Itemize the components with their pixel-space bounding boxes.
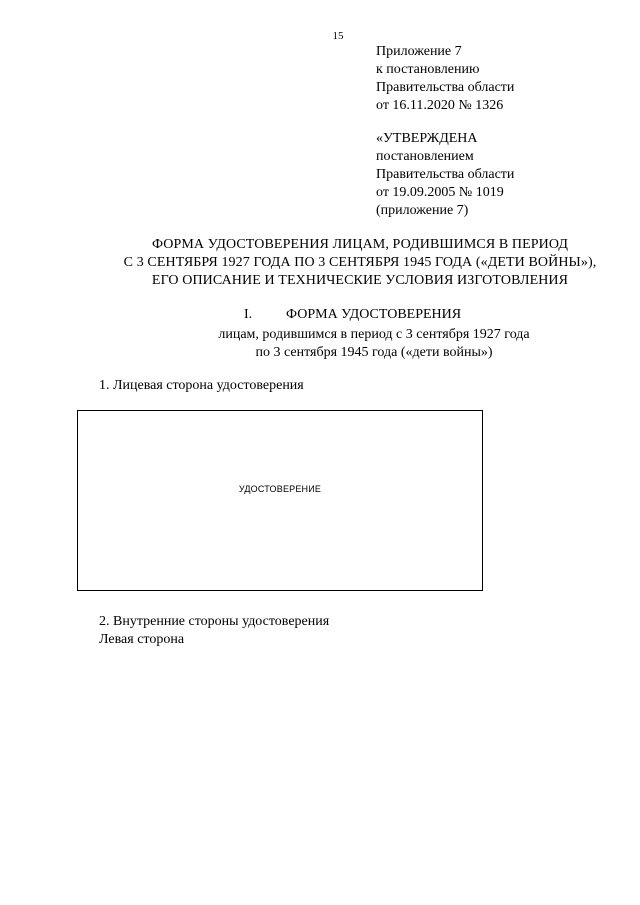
appendix-line: от 16.11.2020 № 1326	[376, 98, 504, 113]
section-number: I.	[244, 307, 253, 322]
approved-line: Правительства области	[376, 167, 515, 182]
title-line: С 3 СЕНТЯБРЯ 1927 ГОДА ПО 3 СЕНТЯБРЯ 1945 ГОДА («ДЕТИ ВОЙНЫ»),	[123, 255, 597, 270]
section-heading	[244, 306, 461, 324]
section-subtitle	[74, 326, 640, 362]
title-line: ФОРМА УДОСТОВЕРЕНИЯ ЛИЦАМ, РОДИВШИМСЯ В ПЕРИОД	[151, 237, 569, 252]
appendix-line: Приложение 7	[376, 44, 462, 59]
item-inner-sides	[99, 613, 329, 649]
certificate-label: УДОСТОВЕРЕНИЕ	[238, 484, 322, 494]
approved-line: от 19.09.2005 № 1019	[376, 185, 504, 200]
section-sub-line: по 3 сентября 1945 года («дети войны»)	[255, 345, 493, 360]
approved-line: «УТВЕРЖДЕНА	[376, 131, 478, 146]
appendix-block	[376, 43, 514, 115]
item-front-side-label: 1. Лицевая сторона удостоверения	[99, 378, 304, 393]
appendix-line: к постановлению	[376, 62, 480, 77]
left-side-label: Левая сторона	[99, 632, 185, 647]
item-inner-sides-label: 2. Внутренние стороны удостоверения	[99, 614, 330, 629]
section-sub-line: лицам, родившимся в период с 3 сентября 1927 года	[218, 327, 530, 342]
title-line: ЕГО ОПИСАНИЕ И ТЕХНИЧЕСКИЕ УСЛОВИЯ ИЗГОТОВЛЕНИЯ	[151, 273, 569, 288]
approved-line: (приложение 7)	[376, 203, 469, 218]
certificate-front-frame	[77, 410, 483, 591]
section-title: ФОРМА УДОСТОВЕРЕНИЯ	[286, 307, 462, 322]
approved-block	[376, 130, 514, 220]
page-number: 15	[332, 30, 344, 42]
document-title	[40, 236, 640, 290]
approved-line: постановлением	[376, 149, 474, 164]
appendix-line: Правительства области	[376, 80, 515, 95]
